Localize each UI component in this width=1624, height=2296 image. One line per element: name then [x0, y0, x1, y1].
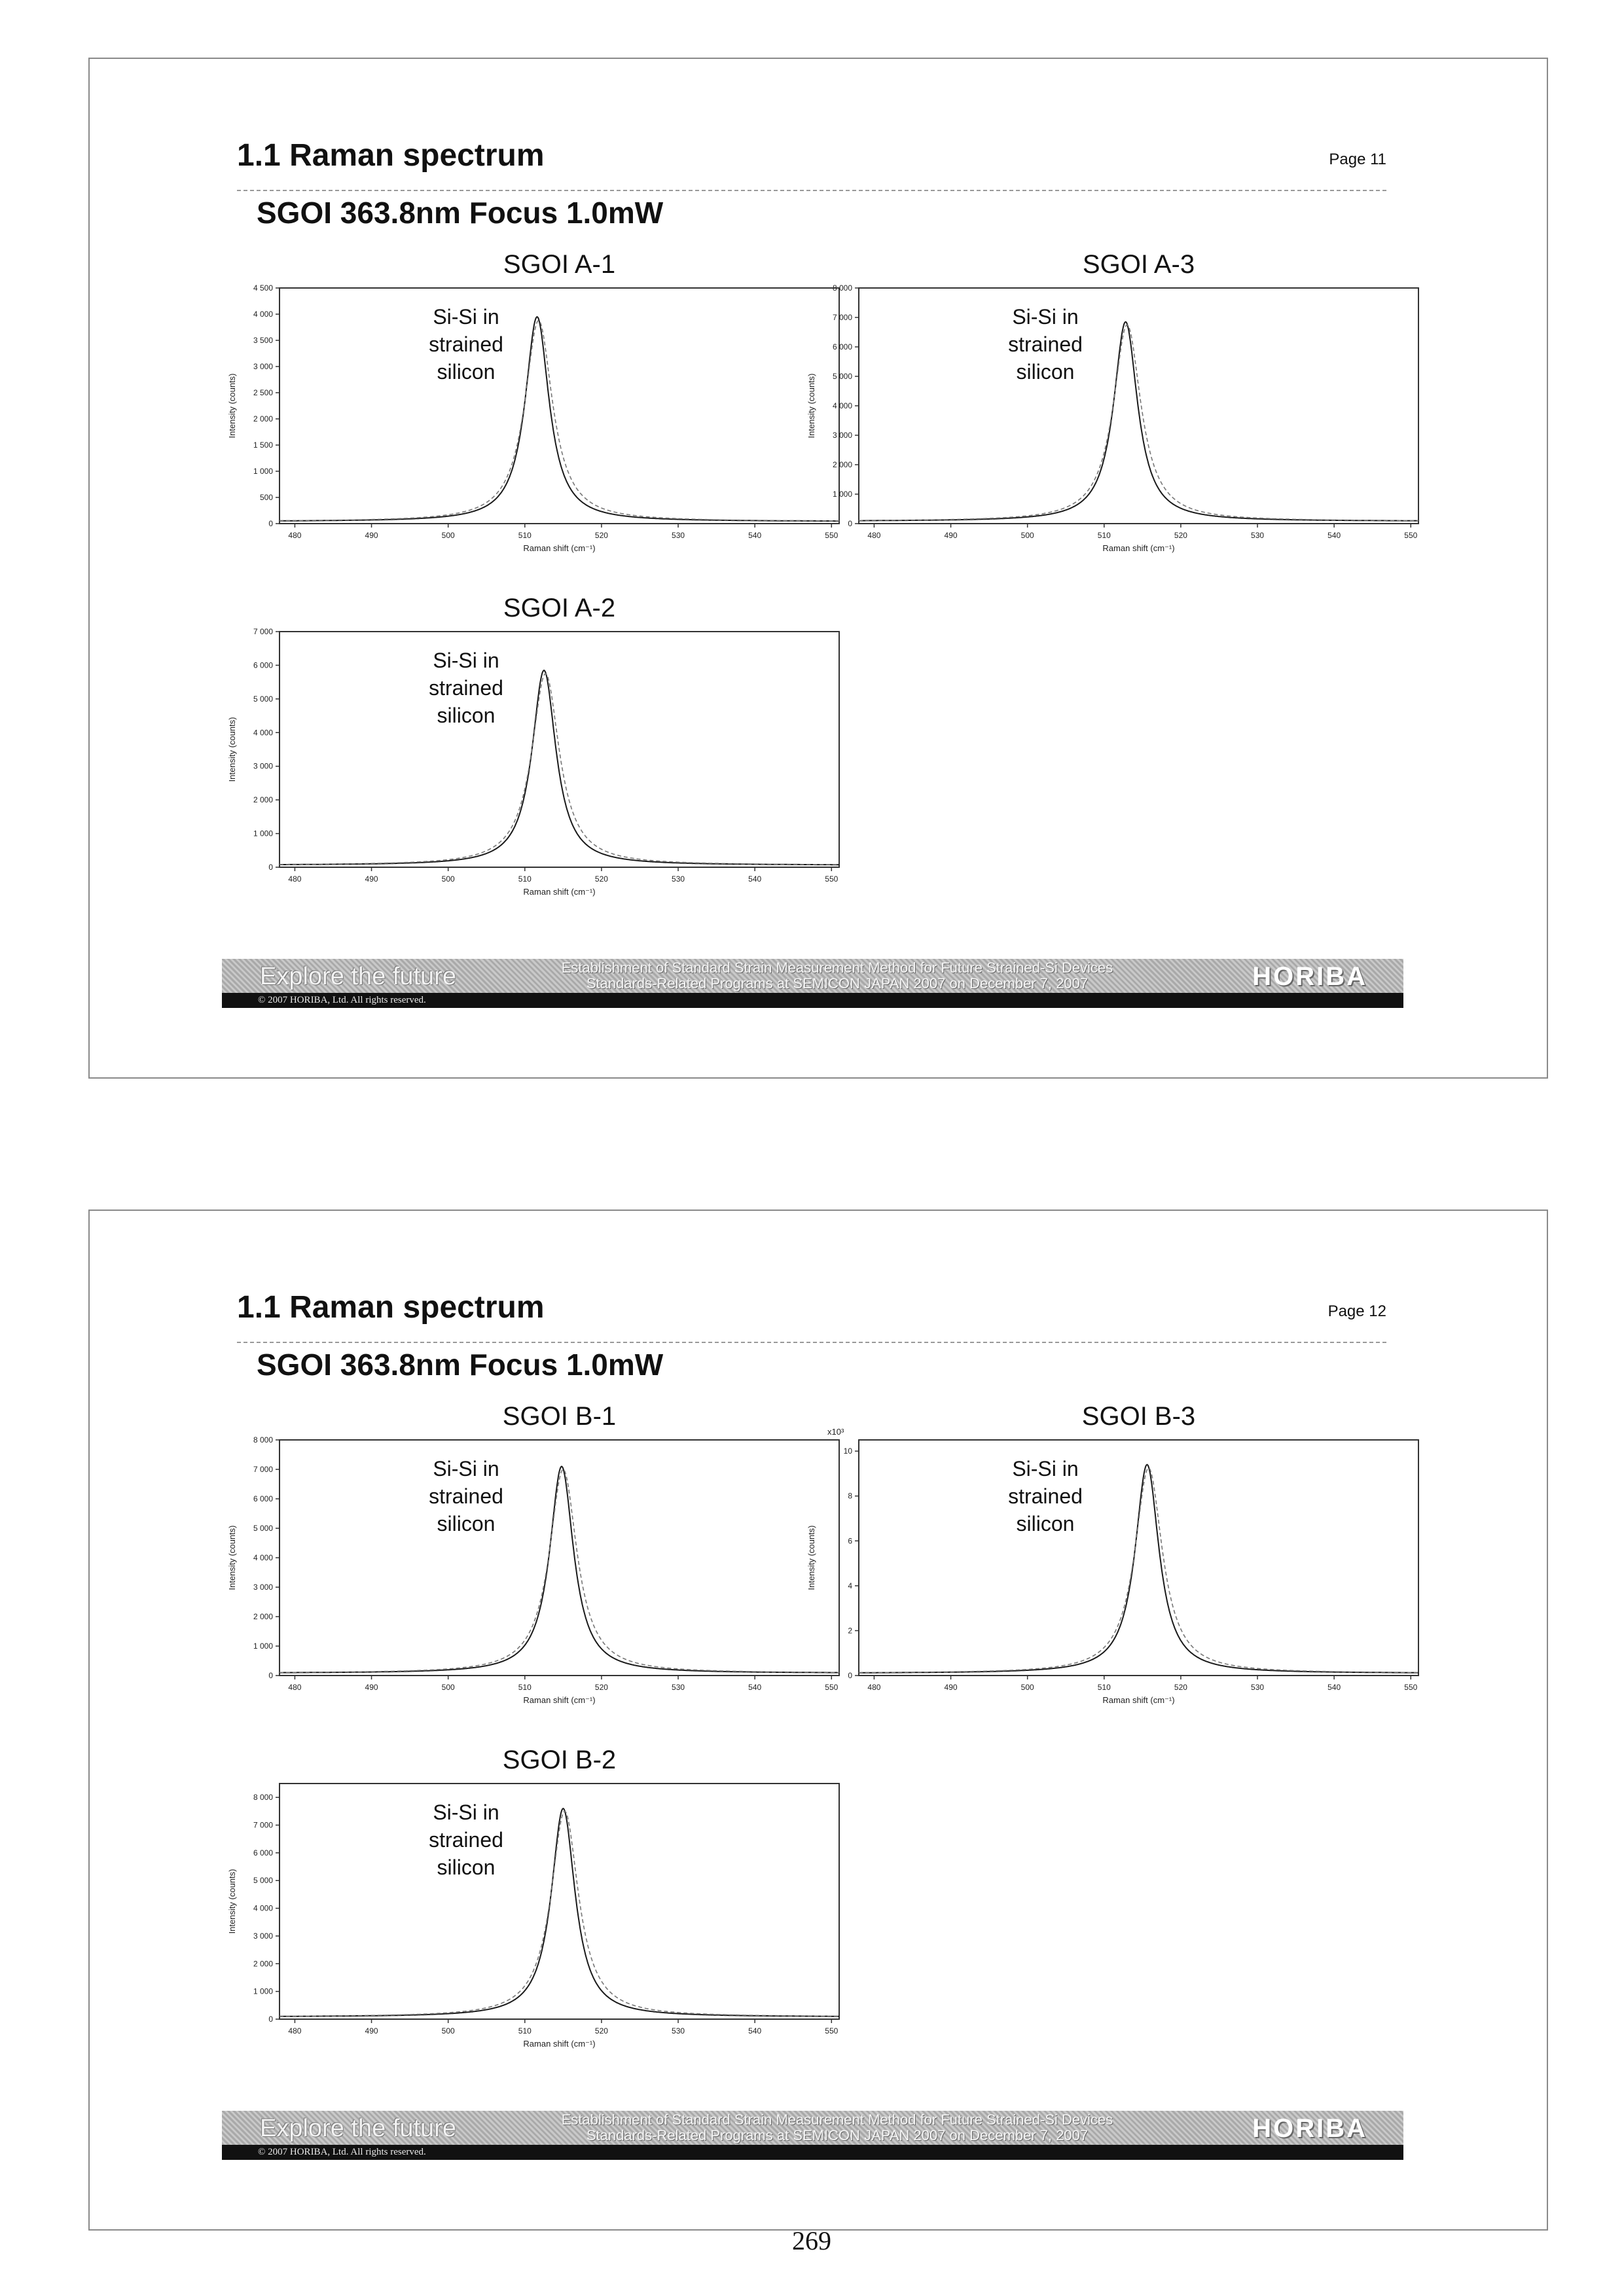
series-line-fit	[859, 1468, 1418, 1673]
y-tick-label: 4 000	[832, 401, 852, 410]
x-tick-label: 480	[867, 531, 881, 540]
x-tick-label: 540	[1327, 1683, 1341, 1692]
x-tick-label: 480	[288, 2026, 302, 2036]
y-tick-label: 6 000	[832, 342, 852, 351]
x-tick-label: 550	[825, 1683, 839, 1692]
y-tick-label: 2 000	[832, 460, 852, 469]
y-tick-label: 2 000	[253, 414, 273, 423]
y-tick-label: 0	[268, 519, 273, 528]
chart-title: SGOI B-3	[1081, 1402, 1196, 1431]
series-line-measured	[859, 1465, 1418, 1673]
x-tick-label: 520	[1174, 1683, 1187, 1692]
y-tick-label: 3 500	[253, 336, 273, 345]
chart-svg	[221, 1734, 849, 2055]
page-label: Page 12	[1327, 1302, 1386, 1320]
chart-svg	[221, 239, 849, 560]
x-tick-label: 480	[867, 1683, 881, 1692]
chart-svg	[221, 583, 849, 903]
y-tick-label: 6 000	[253, 1494, 273, 1503]
footer-event-line-2: Standards-Related Programs at SEMICON JAPAN 2007 on December 7, 2007	[586, 975, 1089, 992]
footer-event-line-2: Standards-Related Programs at SEMICON JAPAN 2007 on December 7, 2007	[586, 2127, 1089, 2144]
x-axis-label: Raman shift (cm⁻¹)	[523, 2039, 596, 2049]
footer-event-text	[503, 960, 1171, 992]
y-axis-label: Intensity (counts)	[227, 1525, 237, 1590]
y-tick-label: 3 000	[253, 1583, 273, 1592]
y-tick-label: 6 000	[253, 660, 273, 670]
y-tick-label: 500	[259, 493, 273, 502]
y-tick-label: 2 000	[253, 1959, 273, 1969]
x-tick-label: 490	[365, 1683, 378, 1692]
series-line-fit	[280, 1469, 839, 1672]
y-tick-label: 8 000	[832, 283, 852, 293]
x-tick-label: 500	[441, 1683, 455, 1692]
series-line-measured	[280, 1808, 839, 2017]
plot-frame	[859, 1440, 1418, 1676]
x-tick-label: 480	[288, 1683, 302, 1692]
x-tick-label: 530	[672, 531, 685, 540]
series-line-fit	[280, 1811, 839, 2016]
x-tick-label: 490	[944, 1683, 958, 1692]
x-tick-label: 490	[365, 874, 378, 884]
x-tick-label: 530	[1251, 1683, 1265, 1692]
y-tick-label: 10	[843, 1446, 852, 1456]
y-axis-label: Intensity (counts)	[806, 1525, 816, 1590]
x-tick-label: 520	[594, 874, 608, 884]
x-tick-label: 550	[1404, 1683, 1418, 1692]
chart-sgoi-b-3	[800, 1391, 1428, 1712]
chart-title: SGOI A-3	[1082, 250, 1195, 279]
y-tick-label: 6	[848, 1536, 852, 1546]
chart-sgoi-a-3	[800, 239, 1428, 560]
peak-annotation-line: strained	[429, 1484, 503, 1508]
peak-annotation-line: silicon	[437, 360, 496, 384]
x-tick-label: 540	[748, 1683, 762, 1692]
page-label: Page 11	[1329, 151, 1386, 168]
x-tick-label: 550	[825, 2026, 839, 2036]
measurement-subtitle: SGOI 363.8nm Focus 1.0mW	[257, 196, 664, 230]
x-tick-label: 500	[441, 531, 455, 540]
y-tick-label: 7 000	[832, 313, 852, 322]
chart-title: SGOI B-2	[502, 1746, 617, 1774]
y-tick-label: 3 000	[253, 1931, 273, 1941]
peak-annotation-line: Si-Si in	[433, 1801, 499, 1824]
horiba-logo: HORIBA	[1252, 2114, 1367, 2143]
x-tick-label: 550	[1404, 531, 1418, 540]
footer-event-text	[503, 2112, 1171, 2144]
footer-event-line-1: Establishment of Standard Strain Measurement Method for Future Strained-Si Devices	[561, 960, 1113, 976]
peak-annotation-line: silicon	[1016, 1512, 1075, 1535]
y-tick-label: 2 000	[253, 795, 273, 805]
peak-annotation-line: strained	[429, 332, 503, 356]
plot-frame	[280, 1440, 839, 1676]
x-tick-label: 530	[1251, 531, 1265, 540]
peak-annotation-line: strained	[1008, 1484, 1083, 1508]
peak-annotation-line: strained	[1008, 332, 1083, 356]
peak-annotation-line: Si-Si in	[433, 649, 499, 672]
x-axis-label: Raman shift (cm⁻¹)	[1102, 543, 1175, 553]
x-axis-label: Raman shift (cm⁻¹)	[523, 887, 596, 897]
slide-footer	[222, 2111, 1403, 2160]
peak-annotation-line: Si-Si in	[1012, 305, 1079, 329]
horiba-logo: HORIBA	[1252, 962, 1367, 991]
y-axis-label: Intensity (counts)	[806, 373, 816, 439]
peak-annotation-line: Si-Si in	[1012, 1457, 1079, 1480]
x-tick-label: 510	[1097, 531, 1111, 540]
x-tick-label: 540	[748, 874, 762, 884]
x-tick-label: 530	[672, 1683, 685, 1692]
series-line-measured	[280, 670, 839, 865]
y-tick-label: 4 000	[253, 728, 273, 738]
y-tick-label: 3 000	[253, 761, 273, 771]
section-title: 1.1 Raman spectrum	[237, 1290, 545, 1325]
y-axis-label: Intensity (counts)	[227, 717, 237, 782]
footer-copyright: © 2007 HORIBA, Ltd. All rights reserved.	[258, 2147, 426, 2157]
footer-tagline: Explore the future	[260, 963, 456, 990]
y-tick-label: 5 000	[253, 1876, 273, 1886]
x-tick-label: 530	[672, 874, 685, 884]
chart-svg	[800, 239, 1428, 560]
chart-svg	[221, 1391, 849, 1712]
x-tick-label: 500	[1020, 531, 1034, 540]
chart-title: SGOI B-1	[502, 1402, 617, 1431]
title-divider	[237, 1342, 1386, 1343]
x-tick-label: 500	[1020, 1683, 1034, 1692]
peak-annotation-line: strained	[429, 1828, 503, 1852]
x-tick-label: 520	[1174, 531, 1187, 540]
y-axis-label: Intensity (counts)	[227, 1869, 237, 1934]
y-tick-label: 2	[848, 1626, 852, 1636]
x-tick-label: 540	[748, 2026, 762, 2036]
peak-annotation-line: silicon	[437, 1512, 496, 1535]
y-tick-label: 8	[848, 1491, 852, 1501]
x-tick-label: 550	[825, 874, 839, 884]
y-tick-label: 0	[848, 519, 852, 528]
x-tick-label: 490	[365, 531, 378, 540]
y-tick-label: 5 000	[253, 694, 273, 704]
y-tick-label: 8 000	[253, 1793, 273, 1803]
x-tick-label: 540	[748, 531, 762, 540]
chart-sgoi-a-1	[221, 239, 849, 560]
y-tick-label: 2 000	[253, 1612, 273, 1621]
y-axis-label: Intensity (counts)	[227, 373, 237, 439]
x-tick-label: 540	[1327, 531, 1341, 540]
series-line-measured	[280, 1467, 839, 1673]
y-tick-label: 8 000	[253, 1435, 273, 1444]
y-tick-label: 5 000	[832, 372, 852, 381]
chart-sgoi-b-2	[221, 1734, 849, 2055]
x-tick-label: 510	[1097, 1683, 1111, 1692]
x-tick-label: 490	[944, 531, 958, 540]
peak-annotation-line: strained	[429, 676, 503, 700]
y-tick-label: 0	[268, 2015, 273, 2024]
x-tick-label: 550	[825, 531, 839, 540]
peak-annotation-line: Si-Si in	[433, 1457, 499, 1480]
y-axis-multiplier: x10³	[827, 1427, 844, 1437]
y-tick-label: 4 000	[253, 1903, 273, 1913]
x-axis-label: Raman shift (cm⁻¹)	[523, 543, 596, 553]
y-tick-label: 1 000	[253, 1986, 273, 1996]
chart-title: SGOI A-1	[503, 250, 616, 279]
x-tick-label: 530	[672, 2026, 685, 2036]
footer-event-line-1: Establishment of Standard Strain Measurement Method for Future Strained-Si Devices	[561, 2111, 1113, 2128]
peak-annotation-line: Si-Si in	[433, 305, 499, 329]
slide-page-11	[88, 58, 1548, 1079]
chart-sgoi-a-2	[221, 583, 849, 903]
y-tick-label: 4	[848, 1581, 852, 1590]
series-line-fit	[280, 321, 839, 521]
y-tick-label: 5 000	[253, 1524, 273, 1533]
slide-footer	[222, 959, 1403, 1008]
x-tick-label: 510	[518, 2026, 532, 2036]
chart-svg	[800, 1391, 1428, 1712]
x-tick-label: 510	[518, 531, 532, 540]
document-page-number: 269	[792, 2226, 831, 2255]
x-tick-label: 520	[594, 1683, 608, 1692]
y-tick-label: 0	[268, 863, 273, 872]
peak-annotation-line: silicon	[437, 704, 496, 727]
x-tick-label: 490	[365, 2026, 378, 2036]
chart-sgoi-b-1	[221, 1391, 849, 1712]
peak-annotation-line: silicon	[1016, 360, 1075, 384]
plot-frame	[280, 288, 839, 524]
y-tick-label: 7 000	[253, 627, 273, 636]
measurement-subtitle: SGOI 363.8nm Focus 1.0mW	[257, 1348, 664, 1382]
series-line-measured	[280, 317, 839, 521]
y-tick-label: 6 000	[253, 1848, 273, 1857]
footer-copyright: © 2007 HORIBA, Ltd. All rights reserved.	[258, 995, 426, 1005]
x-tick-label: 480	[288, 874, 302, 884]
x-tick-label: 520	[594, 2026, 608, 2036]
x-tick-label: 510	[518, 1683, 532, 1692]
series-line-measured	[859, 322, 1418, 521]
y-tick-label: 1 500	[253, 440, 273, 450]
x-axis-label: Raman shift (cm⁻¹)	[1102, 1695, 1175, 1705]
chart-title: SGOI A-2	[503, 594, 616, 622]
section-title: 1.1 Raman spectrum	[237, 138, 545, 173]
y-tick-label: 1 000	[832, 490, 852, 499]
x-tick-label: 480	[288, 531, 302, 540]
y-tick-label: 4 500	[253, 283, 273, 293]
x-axis-label: Raman shift (cm⁻¹)	[523, 1695, 596, 1705]
y-tick-label: 0	[268, 1671, 273, 1680]
x-tick-label: 500	[441, 874, 455, 884]
y-tick-label: 1 000	[253, 829, 273, 838]
y-tick-label: 7 000	[253, 1465, 273, 1474]
x-tick-label: 520	[594, 531, 608, 540]
series-line-fit	[859, 325, 1418, 520]
slide-page-12	[88, 1210, 1548, 2231]
y-tick-label: 3 000	[253, 362, 273, 371]
y-tick-label: 0	[848, 1671, 852, 1680]
y-tick-label: 1 000	[253, 467, 273, 476]
x-tick-label: 500	[441, 2026, 455, 2036]
y-tick-label: 3 000	[832, 431, 852, 440]
title-divider	[237, 190, 1386, 191]
footer-tagline: Explore the future	[260, 2115, 456, 2142]
x-tick-label: 510	[518, 874, 532, 884]
peak-annotation-line: silicon	[437, 1856, 496, 1879]
y-tick-label: 1 000	[253, 1641, 273, 1651]
y-tick-label: 4 000	[253, 1553, 273, 1562]
y-tick-label: 7 000	[253, 1820, 273, 1830]
y-tick-label: 2 500	[253, 388, 273, 397]
y-tick-label: 4 000	[253, 310, 273, 319]
